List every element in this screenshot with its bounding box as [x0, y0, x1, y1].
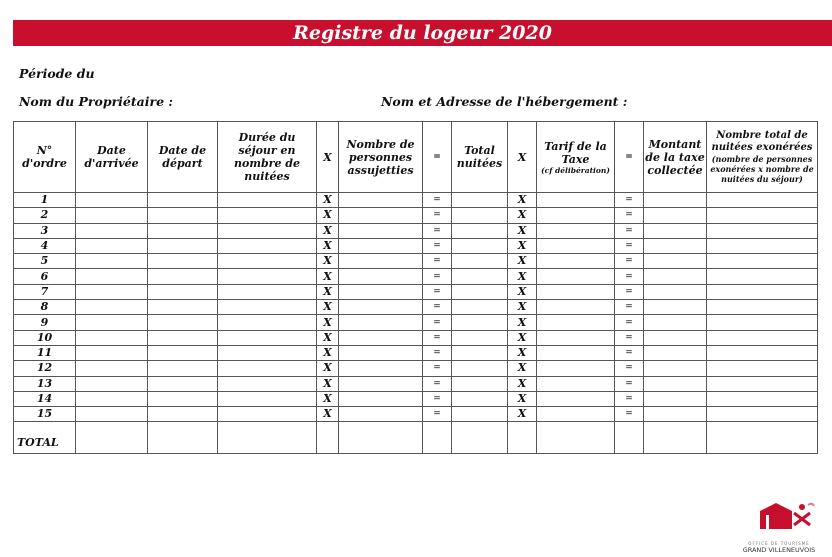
entry-cell[interactable]: [452, 269, 508, 284]
entry-cell[interactable]: [339, 361, 423, 376]
entry-cell[interactable]: [452, 391, 508, 406]
total-cell[interactable]: [707, 422, 818, 454]
entry-cell[interactable]: [339, 376, 423, 391]
equals-sign: =: [423, 315, 452, 330]
multiply-sign: X: [508, 361, 537, 376]
entry-cell[interactable]: [537, 345, 615, 360]
entry-cell[interactable]: [76, 254, 148, 269]
table-row: [14, 284, 818, 299]
entry-cell[interactable]: [218, 208, 317, 223]
entry-cell[interactable]: [339, 300, 423, 315]
table-row: [14, 407, 818, 422]
header-date-depart: Date de départ: [148, 122, 218, 193]
multiply-sign: X: [508, 269, 537, 284]
entry-cell[interactable]: [76, 208, 148, 223]
total-cell[interactable]: [644, 422, 707, 454]
multiply-sign: X: [508, 345, 537, 360]
entry-cell[interactable]: [148, 345, 218, 360]
entry-cell[interactable]: [452, 300, 508, 315]
entry-cell[interactable]: [76, 330, 148, 345]
entry-cell[interactable]: [644, 376, 707, 391]
entry-cell[interactable]: [707, 391, 818, 406]
entry-cell[interactable]: [339, 330, 423, 345]
total-cell[interactable]: [339, 422, 423, 454]
equals-sign: =: [423, 223, 452, 238]
equals-sign: =: [423, 300, 452, 315]
multiply-sign: X: [317, 315, 339, 330]
equals-sign: =: [615, 345, 644, 360]
entry-cell[interactable]: [76, 269, 148, 284]
equals-sign: =: [615, 315, 644, 330]
total-cell[interactable]: [218, 422, 317, 454]
entry-cell[interactable]: [537, 193, 615, 208]
entry-cell[interactable]: [707, 193, 818, 208]
row-number: 8: [14, 300, 76, 315]
entry-cell[interactable]: [644, 208, 707, 223]
equals-sign: =: [615, 284, 644, 299]
equals-sign: =: [423, 361, 452, 376]
multiply-sign: X: [317, 238, 339, 253]
total-cell: [423, 422, 452, 454]
entry-cell[interactable]: [644, 269, 707, 284]
multiply-sign: X: [317, 208, 339, 223]
entry-cell[interactable]: [537, 407, 615, 422]
equals-sign: =: [615, 376, 644, 391]
multiply-sign: X: [317, 284, 339, 299]
entry-cell[interactable]: [644, 223, 707, 238]
entry-cell[interactable]: [218, 376, 317, 391]
registre-table: [13, 121, 818, 454]
multiply-sign: X: [317, 330, 339, 345]
row-number: 5: [14, 254, 76, 269]
entry-cell[interactable]: [218, 254, 317, 269]
header-equals-2: =: [615, 122, 644, 193]
table-row: [14, 269, 818, 284]
entry-cell[interactable]: [76, 284, 148, 299]
table-header-row: [14, 122, 818, 193]
entry-cell[interactable]: [707, 330, 818, 345]
multiply-sign: X: [508, 376, 537, 391]
entry-cell[interactable]: [339, 284, 423, 299]
entry-cell[interactable]: [707, 208, 818, 223]
multiply-sign: X: [317, 361, 339, 376]
entry-cell[interactable]: [707, 376, 818, 391]
row-number: 3: [14, 223, 76, 238]
entry-cell[interactable]: [148, 208, 218, 223]
entry-cell[interactable]: [644, 300, 707, 315]
multiply-sign: X: [317, 269, 339, 284]
entry-cell[interactable]: [537, 376, 615, 391]
table-row: [14, 238, 818, 253]
entry-cell[interactable]: [452, 208, 508, 223]
entry-cell[interactable]: [537, 208, 615, 223]
entry-cell[interactable]: [148, 391, 218, 406]
row-number: 11: [14, 345, 76, 360]
multiply-sign: X: [317, 376, 339, 391]
entry-cell[interactable]: [76, 223, 148, 238]
total-label: TOTAL: [14, 422, 76, 454]
equals-sign: =: [423, 208, 452, 223]
entry-cell[interactable]: [339, 391, 423, 406]
table-row: [14, 391, 818, 406]
entry-cell[interactable]: [537, 361, 615, 376]
row-number: 2: [14, 208, 76, 223]
equals-sign: =: [423, 254, 452, 269]
entry-cell[interactable]: [707, 407, 818, 422]
entry-cell[interactable]: [537, 330, 615, 345]
entry-cell[interactable]: [537, 238, 615, 253]
entry-cell[interactable]: [644, 284, 707, 299]
entry-cell[interactable]: [537, 284, 615, 299]
multiply-sign: X: [317, 407, 339, 422]
multiply-sign: X: [508, 223, 537, 238]
entry-cell[interactable]: [707, 223, 818, 238]
entry-cell[interactable]: [537, 391, 615, 406]
entry-cell[interactable]: [148, 407, 218, 422]
entry-cell[interactable]: [452, 238, 508, 253]
total-cell: [317, 422, 339, 454]
total-cell: [508, 422, 537, 454]
entry-cell[interactable]: [452, 376, 508, 391]
table-row: [14, 315, 818, 330]
entry-cell[interactable]: [452, 315, 508, 330]
equals-sign: =: [615, 208, 644, 223]
equals-sign: =: [615, 330, 644, 345]
entry-cell[interactable]: [644, 315, 707, 330]
entry-cell[interactable]: [218, 407, 317, 422]
entry-cell[interactable]: [148, 361, 218, 376]
entry-cell[interactable]: [452, 193, 508, 208]
entry-cell[interactable]: [218, 315, 317, 330]
header-equals-1: =: [423, 122, 452, 193]
entry-cell[interactable]: [339, 223, 423, 238]
multiply-sign: X: [508, 407, 537, 422]
entry-cell[interactable]: [707, 254, 818, 269]
entry-cell[interactable]: [148, 223, 218, 238]
entry-cell[interactable]: [148, 254, 218, 269]
entry-cell[interactable]: [339, 269, 423, 284]
entry-cell[interactable]: [218, 269, 317, 284]
entry-cell[interactable]: [644, 193, 707, 208]
entry-cell[interactable]: [452, 330, 508, 345]
equals-sign: =: [423, 284, 452, 299]
entry-cell[interactable]: [218, 345, 317, 360]
entry-cell[interactable]: [148, 315, 218, 330]
entry-cell[interactable]: [707, 238, 818, 253]
multiply-sign: X: [317, 345, 339, 360]
equals-sign: =: [423, 193, 452, 208]
table-row: [14, 300, 818, 315]
header-multiply-2: X: [508, 122, 537, 193]
entry-cell[interactable]: [76, 345, 148, 360]
equals-sign: =: [615, 223, 644, 238]
header-duree-sejour: Durée du séjour en nombre de nuitées: [218, 122, 317, 193]
header-nuitees-exonerees: Nombre total de nuitées exonérées (nombre de personnes exonérées x nombre de nuitées du séjour): [707, 122, 818, 193]
entry-cell[interactable]: [76, 376, 148, 391]
row-number: 6: [14, 269, 76, 284]
multiply-sign: X: [317, 300, 339, 315]
entry-cell[interactable]: [707, 345, 818, 360]
equals-sign: =: [615, 300, 644, 315]
entry-cell[interactable]: [218, 238, 317, 253]
entry-cell[interactable]: [707, 315, 818, 330]
entry-cell[interactable]: [537, 254, 615, 269]
entry-cell[interactable]: [76, 407, 148, 422]
entry-cell[interactable]: [537, 223, 615, 238]
equals-sign: =: [615, 269, 644, 284]
header-total-nuitees: Total nuitées: [452, 122, 508, 193]
table-row: [14, 345, 818, 360]
row-number: 14: [14, 391, 76, 406]
entry-cell[interactable]: [452, 345, 508, 360]
total-cell: [615, 422, 644, 454]
row-number: 12: [14, 361, 76, 376]
header-nombre-personnes: Nombre de personnes assujetties: [339, 122, 423, 193]
equals-sign: =: [423, 391, 452, 406]
entry-cell[interactable]: [707, 361, 818, 376]
multiply-sign: X: [508, 238, 537, 253]
entry-cell[interactable]: [218, 361, 317, 376]
entry-cell[interactable]: [218, 284, 317, 299]
header-ordre: N° d'ordre: [14, 122, 76, 193]
table-row: [14, 376, 818, 391]
entry-cell[interactable]: [76, 361, 148, 376]
row-number: 10: [14, 330, 76, 345]
entry-cell[interactable]: [452, 361, 508, 376]
table-row: [14, 193, 818, 208]
multiply-sign: X: [508, 284, 537, 299]
entry-cell[interactable]: [644, 330, 707, 345]
periode-label: Période du: [19, 66, 95, 81]
row-number: 13: [14, 376, 76, 391]
multiply-sign: X: [508, 300, 537, 315]
entry-cell[interactable]: [148, 193, 218, 208]
header-tarif-taxe: Tarif de la Taxe (cf délibération): [537, 122, 615, 193]
entry-cell[interactable]: [537, 300, 615, 315]
multiply-sign: X: [317, 391, 339, 406]
multiply-sign: X: [508, 193, 537, 208]
table-row: [14, 223, 818, 238]
entry-cell[interactable]: [707, 284, 818, 299]
total-cell[interactable]: [76, 422, 148, 454]
table-row: [14, 330, 818, 345]
equals-sign: =: [423, 269, 452, 284]
entry-cell[interactable]: [707, 300, 818, 315]
header-date-arrivee: Date d'arrivée: [76, 122, 148, 193]
entry-cell[interactable]: [218, 300, 317, 315]
equals-sign: =: [423, 407, 452, 422]
entry-cell[interactable]: [537, 269, 615, 284]
entry-cell[interactable]: [339, 238, 423, 253]
multiply-sign: X: [508, 391, 537, 406]
entry-cell[interactable]: [339, 345, 423, 360]
equals-sign: =: [615, 361, 644, 376]
equals-sign: =: [423, 376, 452, 391]
hebergement-label: Nom et Adresse de l'hébergement :: [381, 94, 628, 109]
multiply-sign: X: [317, 193, 339, 208]
logo-caption: OFFICE DE TOURISME GRAND VILLENEUVOIS: [742, 541, 816, 554]
entry-cell[interactable]: [76, 193, 148, 208]
row-number: 1: [14, 193, 76, 208]
entry-cell[interactable]: [644, 407, 707, 422]
entry-cell[interactable]: [148, 238, 218, 253]
form-title-banner: Registre du logeur 2020: [13, 20, 832, 46]
multiply-sign: X: [317, 254, 339, 269]
total-cell[interactable]: [148, 422, 218, 454]
entry-cell[interactable]: [644, 254, 707, 269]
entry-cell[interactable]: [339, 315, 423, 330]
entry-cell[interactable]: [218, 223, 317, 238]
entry-cell[interactable]: [148, 300, 218, 315]
entry-cell[interactable]: [339, 254, 423, 269]
entry-cell[interactable]: [218, 391, 317, 406]
equals-sign: =: [615, 391, 644, 406]
entry-cell[interactable]: [76, 238, 148, 253]
entry-cell[interactable]: [339, 407, 423, 422]
row-number: 4: [14, 238, 76, 253]
equals-sign: =: [615, 407, 644, 422]
multiply-sign: X: [508, 208, 537, 223]
entry-cell[interactable]: [452, 284, 508, 299]
entry-cell[interactable]: [148, 269, 218, 284]
entry-cell[interactable]: [537, 315, 615, 330]
entry-cell[interactable]: [644, 361, 707, 376]
entry-cell[interactable]: [218, 193, 317, 208]
entry-cell[interactable]: [76, 300, 148, 315]
multiply-sign: X: [317, 223, 339, 238]
row-number: 9: [14, 315, 76, 330]
entry-cell[interactable]: [148, 376, 218, 391]
equals-sign: =: [423, 238, 452, 253]
multiply-sign: X: [508, 330, 537, 345]
header-montant-taxe: Montant de la taxe collectée: [644, 122, 707, 193]
table-row: [14, 254, 818, 269]
entry-cell[interactable]: [148, 330, 218, 345]
entry-cell[interactable]: [452, 254, 508, 269]
entry-cell[interactable]: [644, 391, 707, 406]
multiply-sign: X: [508, 315, 537, 330]
entry-cell[interactable]: [76, 315, 148, 330]
row-number: 15: [14, 407, 76, 422]
multiply-sign: X: [508, 254, 537, 269]
total-cell[interactable]: [452, 422, 508, 454]
header-multiply-1: X: [317, 122, 339, 193]
row-number: 7: [14, 284, 76, 299]
entry-cell[interactable]: [644, 238, 707, 253]
total-row: [14, 422, 818, 454]
entry-cell[interactable]: [218, 330, 317, 345]
table-row: [14, 208, 818, 223]
proprietaire-label: Nom du Propriétaire :: [19, 94, 173, 109]
equals-sign: =: [615, 193, 644, 208]
entry-cell[interactable]: [452, 223, 508, 238]
total-cell[interactable]: [537, 422, 615, 454]
equals-sign: =: [423, 345, 452, 360]
entry-cell[interactable]: [339, 208, 423, 223]
equals-sign: =: [615, 238, 644, 253]
entry-cell[interactable]: [644, 345, 707, 360]
entry-cell[interactable]: [76, 391, 148, 406]
entry-cell[interactable]: [707, 269, 818, 284]
entry-cell[interactable]: [339, 193, 423, 208]
table-row: [14, 361, 818, 376]
equals-sign: =: [615, 254, 644, 269]
entry-cell[interactable]: [148, 284, 218, 299]
entry-cell[interactable]: [452, 407, 508, 422]
equals-sign: =: [423, 330, 452, 345]
